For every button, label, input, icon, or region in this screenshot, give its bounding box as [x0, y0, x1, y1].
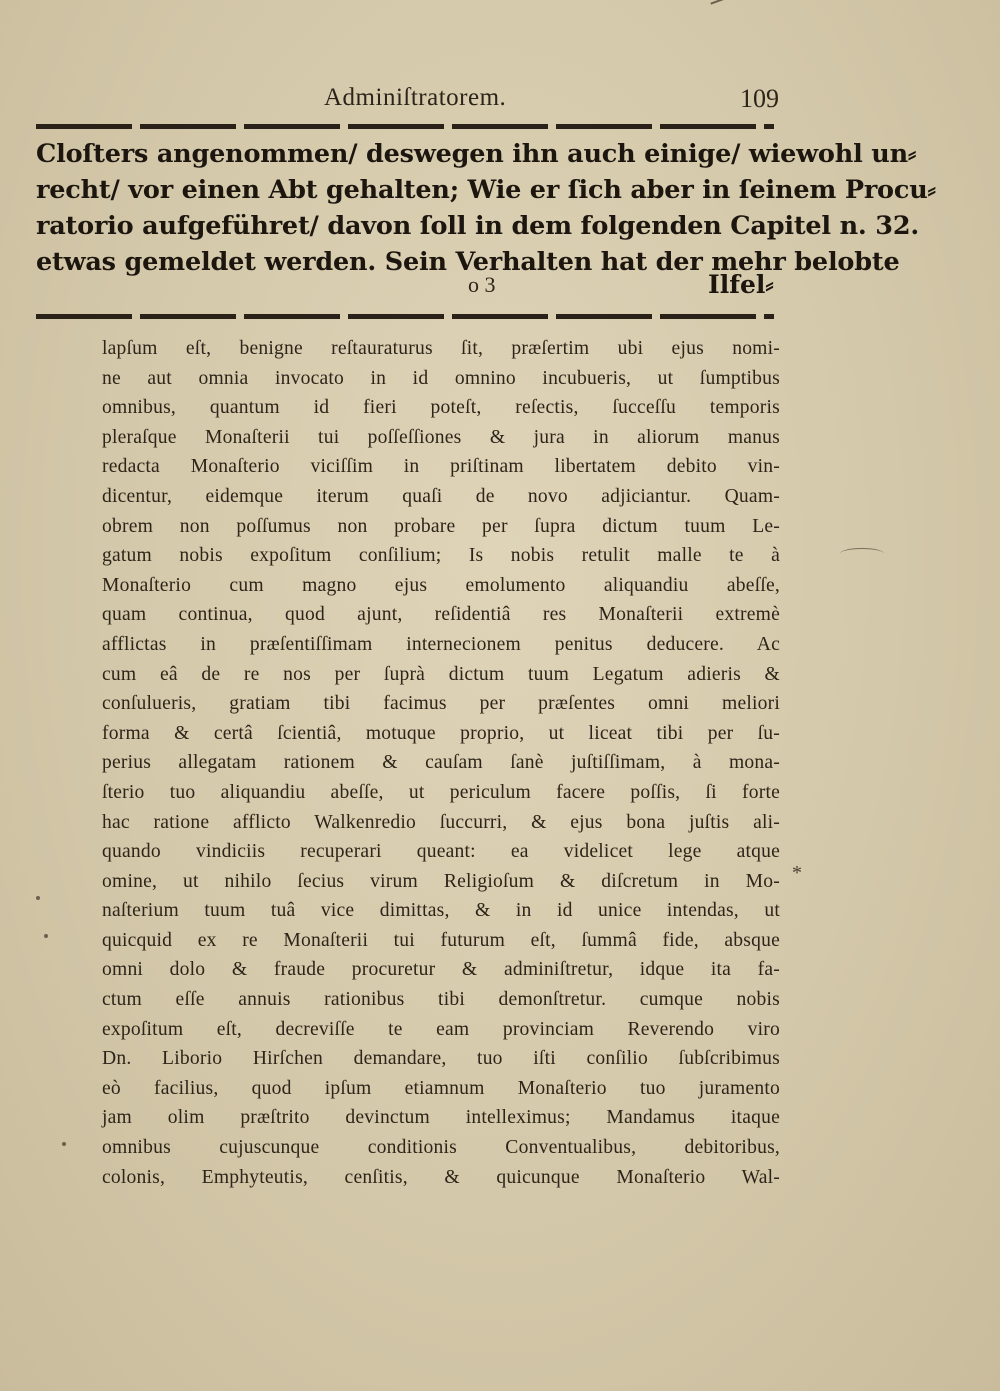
latin-line: gatum nobis expoſitum conſilium; Is nobis retulit malle te à: [102, 545, 780, 567]
latin-line: Monaſterio cum magno ejus emolumento aliquandiu abeſſe,: [102, 574, 780, 596]
latin-line: ſterio tuo aliquandiu abeſſe, ut periculum facere poſſis, ſi forte: [102, 781, 780, 803]
german-fraktur-paragraph: [36, 136, 936, 280]
latin-line: lapſum eſt, benigne reſtauraturus ſit, præſertim ubi ejus nomi-: [102, 338, 780, 359]
latin-line: quam continua, quod ajunt, reſidentiâ res Monaſterii extremè: [102, 604, 780, 626]
top-ornamental-rule: [36, 124, 774, 129]
latin-line: conſulueris, gratiam tibi facimus per præſentes omni meliori: [102, 693, 780, 715]
german-line: recht/ vor einen Abt gehalten; Wie er ſich aber in ſeinem Procu⸗: [36, 175, 936, 205]
latin-line: eò facilius, quod ipſum etiamnum Monaſterio tuo juramento: [102, 1077, 780, 1099]
page-number: 109: [740, 84, 779, 113]
margin-speck: [44, 934, 48, 938]
latin-line: quicquid ex re Monaſterii tui futurum eſt, ſummâ fide, absque: [102, 929, 780, 951]
latin-line: omnibus, quantum id fieri poteſt, reſectis, ſucceſſu temporis: [102, 397, 780, 419]
latin-line: omni dolo & fraude procuretur & adminiſtretur, idque ita fa-: [102, 959, 780, 981]
latin-line: hac ratione afflicto Walkenredio ſuccurri, & ejus bona juſtis ali-: [102, 811, 780, 833]
page-edge-mark: [710, 0, 727, 14]
latin-line: forma & certâ ſcientiâ, motuque proprio, ut liceat tibi per ſu-: [102, 722, 780, 744]
latin-line: colonis, Emphyteutis, cenſitis, & quicunque Monaſterio Wal-: [102, 1166, 780, 1188]
printer-signature: o 3: [468, 272, 496, 297]
latin-line: ne aut omnia invocato in id omnino incubueris, ut ſumptibus: [102, 367, 780, 389]
margin-mark-icon: *: [792, 862, 802, 884]
latin-line: omnibus cujuscunque conditionis Conventualibus, debitoribus,: [102, 1137, 780, 1159]
bottom-ornamental-rule: [36, 314, 774, 319]
catchword: Ilfel⸗: [708, 270, 774, 299]
latin-line: jam olim præſtrito devinctum intelleximus; Mandamus itaque: [102, 1107, 780, 1129]
latin-line: quando vindiciis recuperari queant: ea videlicet lege atque: [102, 841, 780, 863]
german-line: ratorio aufgeführet/ davon ſoll in dem folgenden Capitel n. 32.: [36, 211, 920, 241]
latin-line: Dn. Liborio Hirſchen demandare, tuo iſti conſilio ſubſcribimus: [102, 1048, 780, 1070]
margin-speck: [62, 1142, 66, 1146]
latin-document-text: [102, 334, 780, 1192]
margin-stroke: [840, 548, 884, 559]
running-title: Adminiſtratorem.: [324, 84, 507, 111]
running-head: [80, 84, 780, 124]
latin-line: naſterium tuum tuâ vice dimittas, & in id unice intendas, ut: [102, 900, 780, 922]
latin-line: cum eâ de re nos per ſuprà dictum tuum Legatum adieris &: [102, 663, 780, 685]
margin-speck: [36, 896, 40, 900]
latin-line: pleraſque Monaſterii tui poſſeſſiones & jura in aliorum manus: [102, 426, 780, 448]
latin-line: afflictas in præſentiſſimam internecionem penitus deducere. Ac: [102, 633, 780, 655]
latin-line: perius allegatam rationem & cauſam ſanè juſtiſſimam, à mona-: [102, 752, 780, 774]
latin-line: dicentur, eidemque iterum quaſi de novo adjiciantur. Quam-: [102, 485, 780, 507]
latin-line: omine, ut nihilo ſecius virum Religioſum & diſcretum in Mo-: [102, 870, 780, 892]
signature-row: [36, 272, 774, 308]
latin-line: ctum eſſe annuis rationibus tibi demonſtretur. cumque nobis: [102, 989, 780, 1011]
latin-line: redacta Monaſterio viciſſim in priſtinam libertatem debito vin-: [102, 456, 780, 478]
german-line: Cloſters angenommen/ deswegen ihn auch einige/ wiewohl un⸗: [36, 139, 917, 169]
latin-line: expoſitum eſt, decreviſſe te eam provinciam Reverendo viro: [102, 1018, 780, 1040]
german-line: etwas gemeldet werden. Sein Verhalten hat der mehr belobte: [36, 247, 900, 277]
latin-line: obrem non poſſumus non probare per ſupra dictum tuum Le-: [102, 515, 780, 537]
